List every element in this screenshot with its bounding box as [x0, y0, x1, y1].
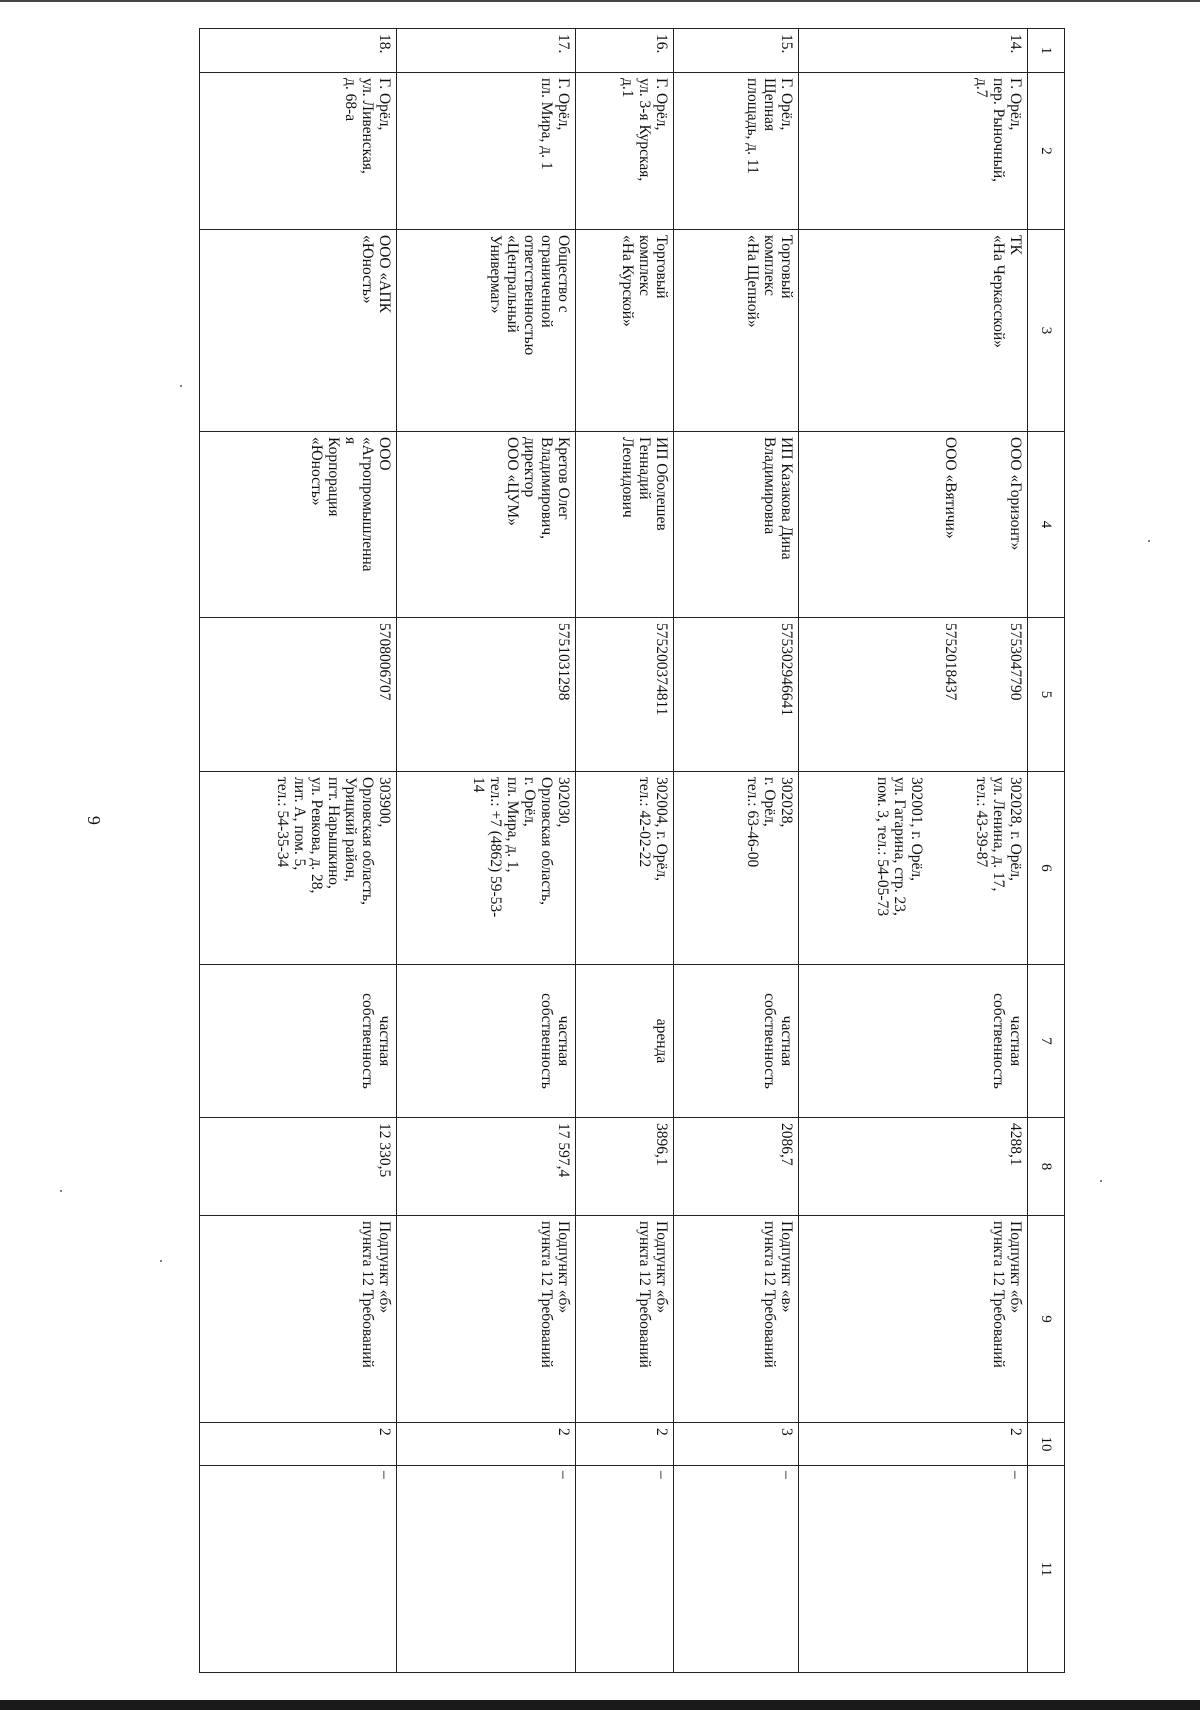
cell-ownership-text: частная собственность [760, 993, 795, 1089]
scan-speck [1148, 540, 1150, 542]
cell-basis-text: Подпункт «б» пункта 12 Требований [635, 1221, 670, 1368]
cell-inn-text: 5751031298 [555, 623, 573, 701]
header-cell: 6 [1028, 772, 1065, 965]
cell-ownership [798, 965, 1027, 1118]
cell-address-text: Г. Орёл, Щепная площадь, д. 11 [743, 78, 795, 174]
cell-area-text: 3896,1 [652, 1123, 670, 1166]
cell-inn [798, 618, 1027, 772]
cell-area [798, 1118, 1027, 1216]
cell-basis [673, 1216, 798, 1423]
cell-owner [576, 432, 673, 618]
scan-speck [160, 1260, 162, 1262]
cell-object-text: ООО «АПК «Юность» [358, 235, 393, 313]
cell-area [673, 1118, 798, 1216]
cell-address [200, 73, 397, 230]
cell-ownership-text: частная собственность [538, 993, 573, 1089]
scan-bottom-edge [0, 1700, 1200, 1710]
cell-basis-text: Подпункт «б» пункта 12 Требований [990, 1221, 1024, 1368]
cell-number [200, 29, 397, 73]
cell-address-text: Г. Орёл, ул. Ливенская, д. 68-а [341, 78, 393, 174]
cell-area-text: 17 597,4 [555, 1123, 573, 1178]
header-row [1028, 29, 1065, 1673]
cell-number [673, 29, 798, 73]
cell-inn [673, 618, 798, 772]
cell-extra-text: – [652, 1471, 670, 1479]
header-cell: 8 [1028, 1118, 1065, 1216]
cell-address-text: Г. Орёл, ул. 3-я Курская, д.1 [618, 78, 670, 182]
cell-owner [200, 432, 397, 618]
cell-extra [200, 1466, 397, 1673]
cell-gap [925, 777, 973, 959]
cell-area-text: 4288,1 [1007, 1123, 1024, 1166]
cell-category-text: 3 [777, 1428, 795, 1436]
cell-basis [576, 1216, 673, 1423]
cell-ownership [673, 965, 798, 1118]
cell-extra-text: – [375, 1471, 393, 1479]
header-cell: 3 [1028, 230, 1065, 432]
cell-object-text: Торговый комплекс «На Щепной» [743, 235, 795, 328]
scan-top-edge [0, 0, 1200, 2]
cell-category [396, 1423, 575, 1466]
cell-number [576, 29, 673, 73]
cell-address [798, 73, 1027, 230]
cell-basis [798, 1216, 1027, 1423]
cell-object [396, 230, 575, 432]
cell-object [798, 230, 1027, 432]
cell-number-text: 17. [555, 34, 573, 54]
scan-speck [60, 1190, 62, 1192]
cell-object [673, 230, 798, 432]
cell-number-text: 15. [777, 34, 795, 54]
cell-inn-text: 575302946641 [777, 623, 795, 716]
cell-area [576, 1118, 673, 1216]
cell-extra-text: – [555, 1471, 573, 1479]
cell-owner [673, 432, 798, 618]
table-row [396, 29, 575, 1673]
cell-extra [396, 1466, 575, 1673]
cell-owner [798, 432, 1027, 618]
cell-object [200, 230, 397, 432]
cell-contacts-text: 302028, г. Орёл, ул. Ленина, д. 17, тел.: 43-39-87 [973, 777, 1024, 892]
cell-ownership [396, 965, 575, 1118]
cell-inn-text: 5708006707 [375, 623, 393, 701]
cell-contacts [798, 772, 1027, 965]
table-row [576, 29, 673, 1673]
cell-basis [200, 1216, 397, 1423]
header-cell: 1 [1028, 29, 1065, 73]
cell-inn [200, 618, 397, 772]
cell-category [673, 1423, 798, 1466]
table-row [798, 29, 1027, 1673]
header-cell: 4 [1028, 432, 1065, 618]
cell-extra [673, 1466, 798, 1673]
scan-speck [180, 385, 182, 387]
cell-ownership-text: частная собственность [990, 993, 1024, 1089]
registry-table [199, 28, 1065, 1673]
cell-category [576, 1423, 673, 1466]
cell-ownership [200, 965, 397, 1118]
cell-contacts [576, 772, 673, 965]
cell-owner-text: ООО «Горизонт» [1007, 437, 1024, 551]
cell-basis [396, 1216, 575, 1423]
cell-address-text: Г. Орёл, пер. Рыночный, д.7 [973, 78, 1024, 183]
header-cell: 10 [1028, 1423, 1065, 1466]
cell-gap [959, 437, 1007, 612]
cell-inn [576, 618, 673, 772]
cell-contacts [396, 772, 575, 965]
cell-number-text: 14. [1007, 34, 1024, 54]
cell-category-text: 2 [1007, 1428, 1024, 1436]
cell-basis-text: Подпункт «б» пункта 12 Требований [538, 1221, 573, 1368]
cell-inn [396, 618, 575, 772]
cell-address [673, 73, 798, 230]
cell-contacts-text: 302001, г. Орёл, ул. Гагарина, стр. 23, пом. 3, тел.: 54-05-73 [874, 777, 925, 917]
cell-area [396, 1118, 575, 1216]
header-cell: 7 [1028, 965, 1065, 1118]
cell-extra-text: – [777, 1471, 795, 1479]
cell-category-text: 2 [375, 1428, 393, 1436]
cell-inn-text: 575200374811 [652, 623, 670, 716]
cell-number-text: 16. [652, 34, 670, 54]
header-cell: 11 [1028, 1466, 1065, 1673]
cell-extra [798, 1466, 1027, 1673]
cell-basis-text: Подпункт «в» пункта 12 Требований [760, 1221, 795, 1368]
cell-owner-text: ООО «Вятичи» [942, 437, 959, 539]
table-row [673, 29, 798, 1673]
cell-extra [576, 1466, 673, 1673]
cell-category [798, 1423, 1027, 1466]
cell-contacts-text: 302028, г. Орёл, тел.: 63-46-00 [743, 777, 795, 868]
header-cell: 2 [1028, 73, 1065, 230]
page-number: 6 [84, 816, 104, 825]
table-row [200, 29, 397, 1673]
cell-inn-text: 5752018437 [942, 623, 959, 701]
cell-gap [959, 623, 1007, 766]
cell-owner [396, 432, 575, 618]
cell-contacts [673, 772, 798, 965]
cell-contacts-text: 302030, Орловская область, г. Орёл, пл. Мира, д. 1, тел.: +7 (4862) 59-53- 14 [470, 777, 573, 918]
cell-area-text: 2086,7 [777, 1123, 795, 1166]
cell-contacts-text: 302004, г. Орёл, тел.: 42-02-22 [635, 777, 670, 882]
cell-object-text: Торговый комплекс «На Курской» [618, 235, 670, 327]
cell-ownership [576, 965, 673, 1118]
header-cell: 9 [1028, 1216, 1065, 1423]
cell-object [576, 230, 673, 432]
cell-contacts-text: 303900, Орловская область, Урицкий район, пгт. Нарышкино, ул. Ревкова, д. 28, лит. А, пом. 5, тел.: 54-35-34 [273, 777, 393, 905]
rotated-table-wrapper [199, 28, 1065, 1672]
cell-ownership-text: аренда [652, 1018, 670, 1064]
cell-number-text: 18. [375, 34, 393, 54]
cell-owner-text: ИП Казакова Дина Владимировна [760, 437, 795, 560]
cell-owner-text: ИП Оболешев Геннадий Леонидович [618, 437, 670, 531]
header-cell: 5 [1028, 618, 1065, 772]
cell-owner-text: Кретов Олег Владимирович, директор ООО «ЦУМ» [504, 437, 573, 540]
cell-address [576, 73, 673, 230]
cell-number [396, 29, 575, 73]
cell-category [200, 1423, 397, 1466]
cell-contacts [200, 772, 397, 965]
cell-extra-text: – [1007, 1471, 1024, 1479]
cell-object-text: ТК «На Черкасской» [990, 235, 1024, 348]
scan-speck [1100, 1180, 1102, 1182]
cell-number [798, 29, 1027, 73]
cell-basis-text: Подпункт «б» пункта 12 Требований [358, 1221, 393, 1368]
cell-category-text: 2 [555, 1428, 573, 1436]
cell-inn-text: 5753047790 [1007, 623, 1024, 701]
cell-ownership-text: частная собственность [358, 993, 393, 1089]
cell-area-text: 12 330,5 [375, 1123, 393, 1178]
cell-address [396, 73, 575, 230]
cell-object-text: Общество с ограниченной ответственностью «Центральный Универмаг» [487, 235, 573, 356]
cell-category-text: 2 [652, 1428, 670, 1436]
cell-area [200, 1118, 397, 1216]
cell-address-text: Г. Орёл, пл. Мира, д. 1 [538, 78, 573, 170]
cell-owner-text: ООО «Агропромышленна я Корпорация «Юность» [307, 437, 393, 572]
